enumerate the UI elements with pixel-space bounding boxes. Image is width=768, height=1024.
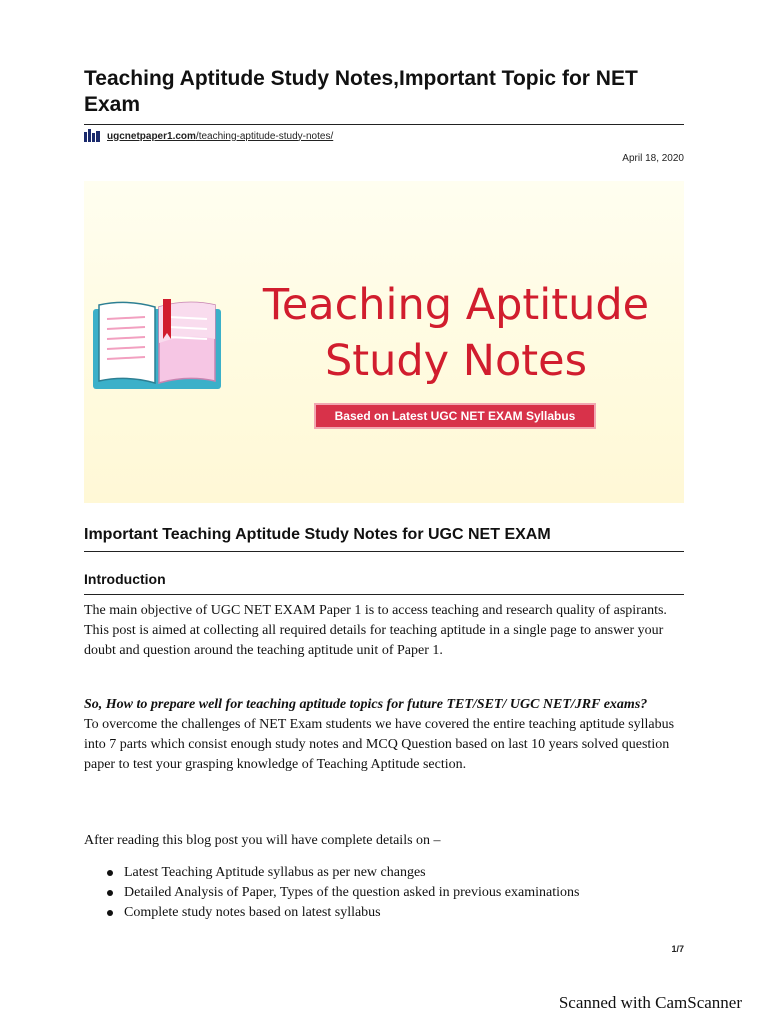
overview-paragraph: To overcome the challenges of NET Exam students we have covered the entire teaching aptitude syllabus into 7 parts which consist enough study notes and MCQ Question based on last 10 years solved question paper to test your grasping knowledge of Teaching Aptitude section. — [84, 717, 675, 772]
article-heading: Important Teaching Aptitude Study Notes for UGC NET EXAM — [84, 526, 551, 543]
list-item: Detailed Analysis of Paper, Types of the question asked in previous examinations — [124, 883, 724, 903]
title-divider — [84, 124, 684, 125]
source-path[interactable]: /teaching-aptitude-study-notes/ — [195, 130, 334, 142]
list-item: Latest Teaching Aptitude syllabus as per new changes — [124, 863, 724, 883]
list-item: Complete study notes based on latest syllabus — [124, 903, 724, 923]
section-title: Introduction — [84, 571, 166, 587]
source-domain[interactable]: ugcnetpaper1.com — [107, 130, 196, 142]
page-title: Teaching Aptitude Study Notes,Important Topic for NET Exam — [84, 67, 638, 116]
post-date: April 18, 2020 — [622, 153, 684, 164]
banner-title-line-1: Teaching Aptitude — [262, 280, 650, 330]
page-number: 1/7 — [671, 944, 684, 954]
section-divider — [84, 594, 684, 595]
question-block — [84, 695, 684, 775]
heading-divider — [84, 551, 684, 552]
banner-title-line-2: Study Notes — [324, 336, 587, 386]
details-list — [84, 863, 724, 923]
featured-banner — [84, 181, 684, 503]
intro-paragraph: The main objective of UGC NET EXAM Paper 1 is to access teaching and research quality of aspirants. This post is aimed at collecting all required details for teaching aptitude in a single page to answer your doubt and question around the teaching aptitude unit of Paper 1. — [84, 603, 667, 658]
details-intro: After reading this blog post you will have complete details on – — [84, 833, 441, 848]
site-favicon-icon — [84, 129, 102, 143]
question-heading: So, How to prepare well for teaching aptitude topics for future TET/SET/ UGC NET/JRF exams? — [84, 697, 648, 712]
source-link[interactable] — [84, 128, 333, 144]
banner-title — [236, 277, 676, 389]
scanner-watermark: Scanned with CamScanner — [558, 993, 742, 1012]
syllabus-badge: Based on Latest UGC NET EXAM Syllabus — [314, 403, 596, 429]
open-book-icon — [89, 299, 225, 393]
